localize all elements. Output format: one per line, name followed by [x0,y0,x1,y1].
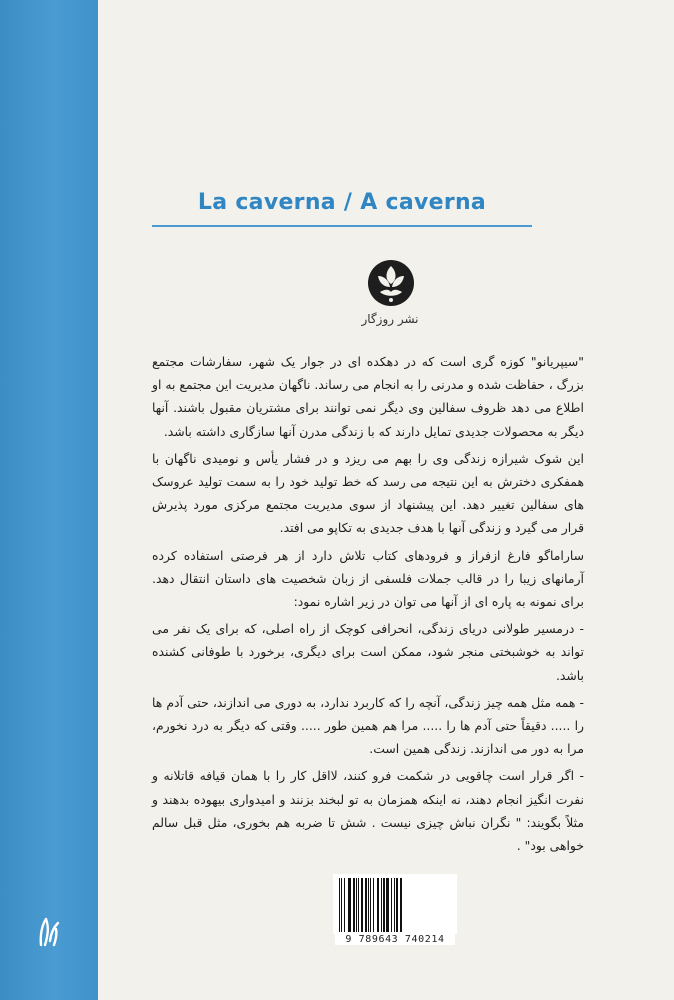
publisher-emblem-icon [366,258,416,308]
blurb-quote: - درمسیر طولانی دریای زندگی، انحرافی کوچک از راه اصلی، که برای یک نفر می تواند به خوشبختی منجر شود، ممکن است برای دیگری، برخورد با طوفانی کشنده باشد. [152,621,584,683]
barcode-bar [344,878,345,932]
barcode-bar [381,878,382,932]
barcode-bar [358,878,359,932]
barcode-bar [356,878,357,932]
barcode-bar [339,878,340,932]
blurb-quote: - همه مثل همه چیز زندگی، آنچه را که کاربرد ندارد، به دوری می اندازند، حتی آدم ها را ..... دقیقاً حتی آدم ها را ..... مرا هم همین طور ..... وقتی که دیگر به درد نخورم، مرا به دور می اندازند. زندگی همین است. [152,694,584,757]
barcode-bar [391,878,392,932]
barcode-bar [394,878,395,932]
blurb-paragraph: این شوک شیرازه زندگی وی را بهم می ریزد و در فشار یأس و نومیدی ناگهان با همفکری دخترش به این نتیجه می رسد که خط تولید خود را به سمت تولید عروسک های سفالین تغییر دهد. این پیشنهاد از سوی مدیریت مجتمع مرکزی مورد پذیرش قرار می گیرد و زندگی آنها با هدف جدیدی به تکاپو می افتد. [152,450,584,536]
barcode-bar [365,878,367,932]
barcode-bar [361,878,363,932]
barcode-bar [368,878,369,932]
blurb-quote: - اگر قرار است چاقویی در شکمت فرو کنند، لااقل کار را با همان قیافه قاتلانه و نفرت انگیز انجام دهند، نه اینکه همزمان به تو لبخند بزنند و امیدواری بیهوده بدهند و مثلاً بگویند: " نگران نباش چیزی نیست . شش تا ضربه هم بخوری، مثل قبل سالم خواهی بود" . [152,768,584,854]
blurb-paragraph: ساراماگو فارغ ازفراز و فرودهای کتاب تلاش دارد از هر فرصتی استفاده کرده آرمانهای زیبا را در قالب جملات فلسفی از زبان شخصیت های داستان انتقال دهد. برای نمونه به پاره ای از آنها می توان در زیر اشاره نمود: [152,547,584,610]
isbn-number: 9 789643 740214 [335,934,455,945]
blurb-paragraph: "سیپریانو" کوزه گری است که در دهکده ای در جوار یک شهر، سفارشات مجتمع بزرگ ، حفاظت شده و مدرنی را به انجام می رساند. ناگهان مدیریت این مجتمع به او اطلاع می دهد ظروف سفالین وی دیگر نمی توانند برای مشتریان مقبول باشند. آنها دیگر به محصولات جدیدی تمایل دارند که با زندگی مدرن آنها سازگاری داشته باشد. [152,354,584,439]
barcode-bar [383,878,385,932]
publisher-name: نشر روزگار [361,312,419,326]
back-cover-blurb [152,350,584,861]
barcode-bar [396,878,398,932]
isbn-barcode [333,874,457,934]
barcode-bar [370,878,371,932]
barcode-bar [348,878,351,932]
barcode-bar [377,878,379,932]
barcode-bar [373,878,374,932]
barcode-bar [400,878,402,932]
book-title: La caverna / A caverna [152,190,532,227]
barcode-bar [353,878,355,932]
barcode-bar [341,878,342,932]
blue-spine-band [0,0,98,1000]
publisher-spine-logo-icon [36,915,62,949]
barcode-bar [386,878,389,932]
title-block [152,190,532,227]
